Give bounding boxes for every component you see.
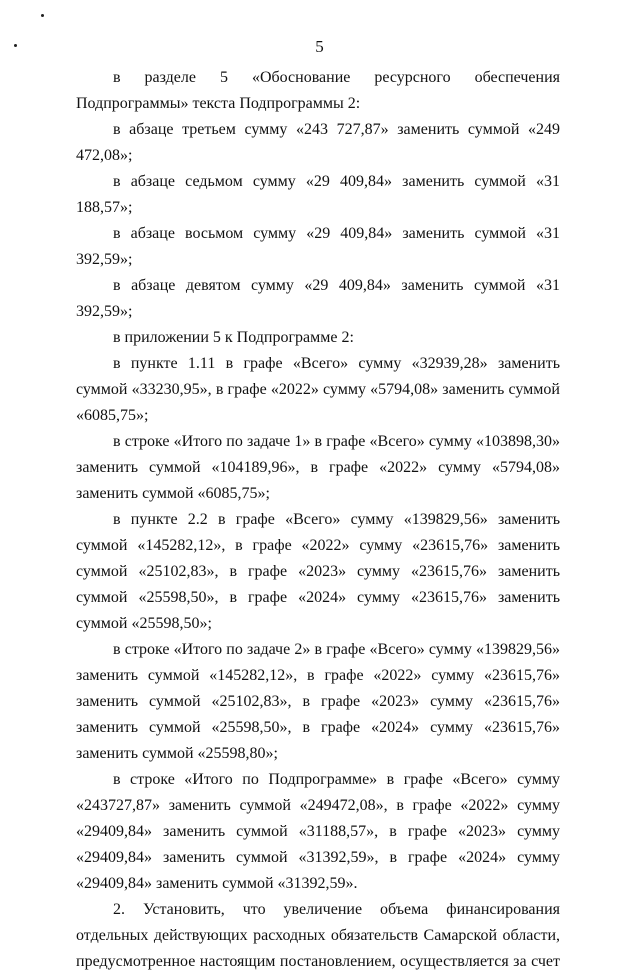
- document-body: [76, 65, 560, 975]
- paragraph-total-subprogram: в строке «Итого по Подпрограмме» в графе «Всего» сумму «243727,87» заменить суммой «249472,08», в графе «2022» сумму «29409,84» заменить суммой «31188,57», в графе «2023» сумму «29409,84» заменить суммой «31392,59», в графе «2024» сумму «29409,84» заменить суммой «31392,59».: [76, 771, 560, 892]
- paragraph-abzac-9: в абзаце девятом сумму «29 409,84» заменить суммой «31 392,59»;: [76, 277, 560, 320]
- paragraph-item-2-2: в пункте 2.2 в графе «Всего» сумму «139829,56» заменить суммой «145282,12», в графе «2022» сумму «23615,76» заменить суммой «25102,83», в графе «2023» сумму «23615,76» заменить суммой «25598,50», в графе «2024» сумму «23615,76» заменить суммой «25598,50»;: [76, 511, 560, 632]
- paragraph-appendix-5: в приложении 5 к Подпрограмме 2:: [113, 329, 354, 346]
- page-number: 5: [315, 37, 324, 56]
- paragraph-section-5: в разделе 5 «Обоснование ресурсного обеспечения Подпрограммы» текста Подпрограммы 2:: [76, 69, 560, 112]
- paragraph-clause-2: 2. Установить, что увеличение объема финансирования отдельных действующих расходных обязательств Самарской области, предусмотренное настоящим постановлением, осуществляется за счет: [76, 901, 560, 970]
- paragraph-total-task-1: в строке «Итого по задаче 1» в графе «Всего» сумму «103898,30» заменить суммой «104189,96», в графе «2022» сумму «5794,08» заменить суммой «6085,75»;: [76, 433, 560, 502]
- paragraph-abzac-8: в абзаце восьмом сумму «29 409,84» заменить суммой «31 392,59»;: [76, 225, 560, 268]
- paragraph-abzac-7: в абзаце седьмом сумму «29 409,84» заменить суммой «31 188,57»;: [76, 173, 560, 216]
- paragraph-total-task-2: в строке «Итого по задаче 2» в графе «Всего» сумму «139829,56» заменить суммой «145282,12», в графе «2022» сумму «23615,76» заменить суммой «25102,83», в графе «2023» сумму «23615,76» заменить суммой «25598,50», в графе «2024» сумму «23615,76» заменить суммой «25598,80»;: [76, 641, 560, 762]
- paragraph-item-1-11: в пункте 1.11 в графе «Всего» сумму «32939,28» заменить суммой «33230,95», в графе «2022» сумму «5794,08» заменить суммой «6085,75»;: [76, 355, 560, 424]
- paragraph-abzac-3: в абзаце третьем сумму «243 727,87» заменить суммой «249 472,08»;: [76, 121, 560, 164]
- scan-speck: [41, 14, 44, 17]
